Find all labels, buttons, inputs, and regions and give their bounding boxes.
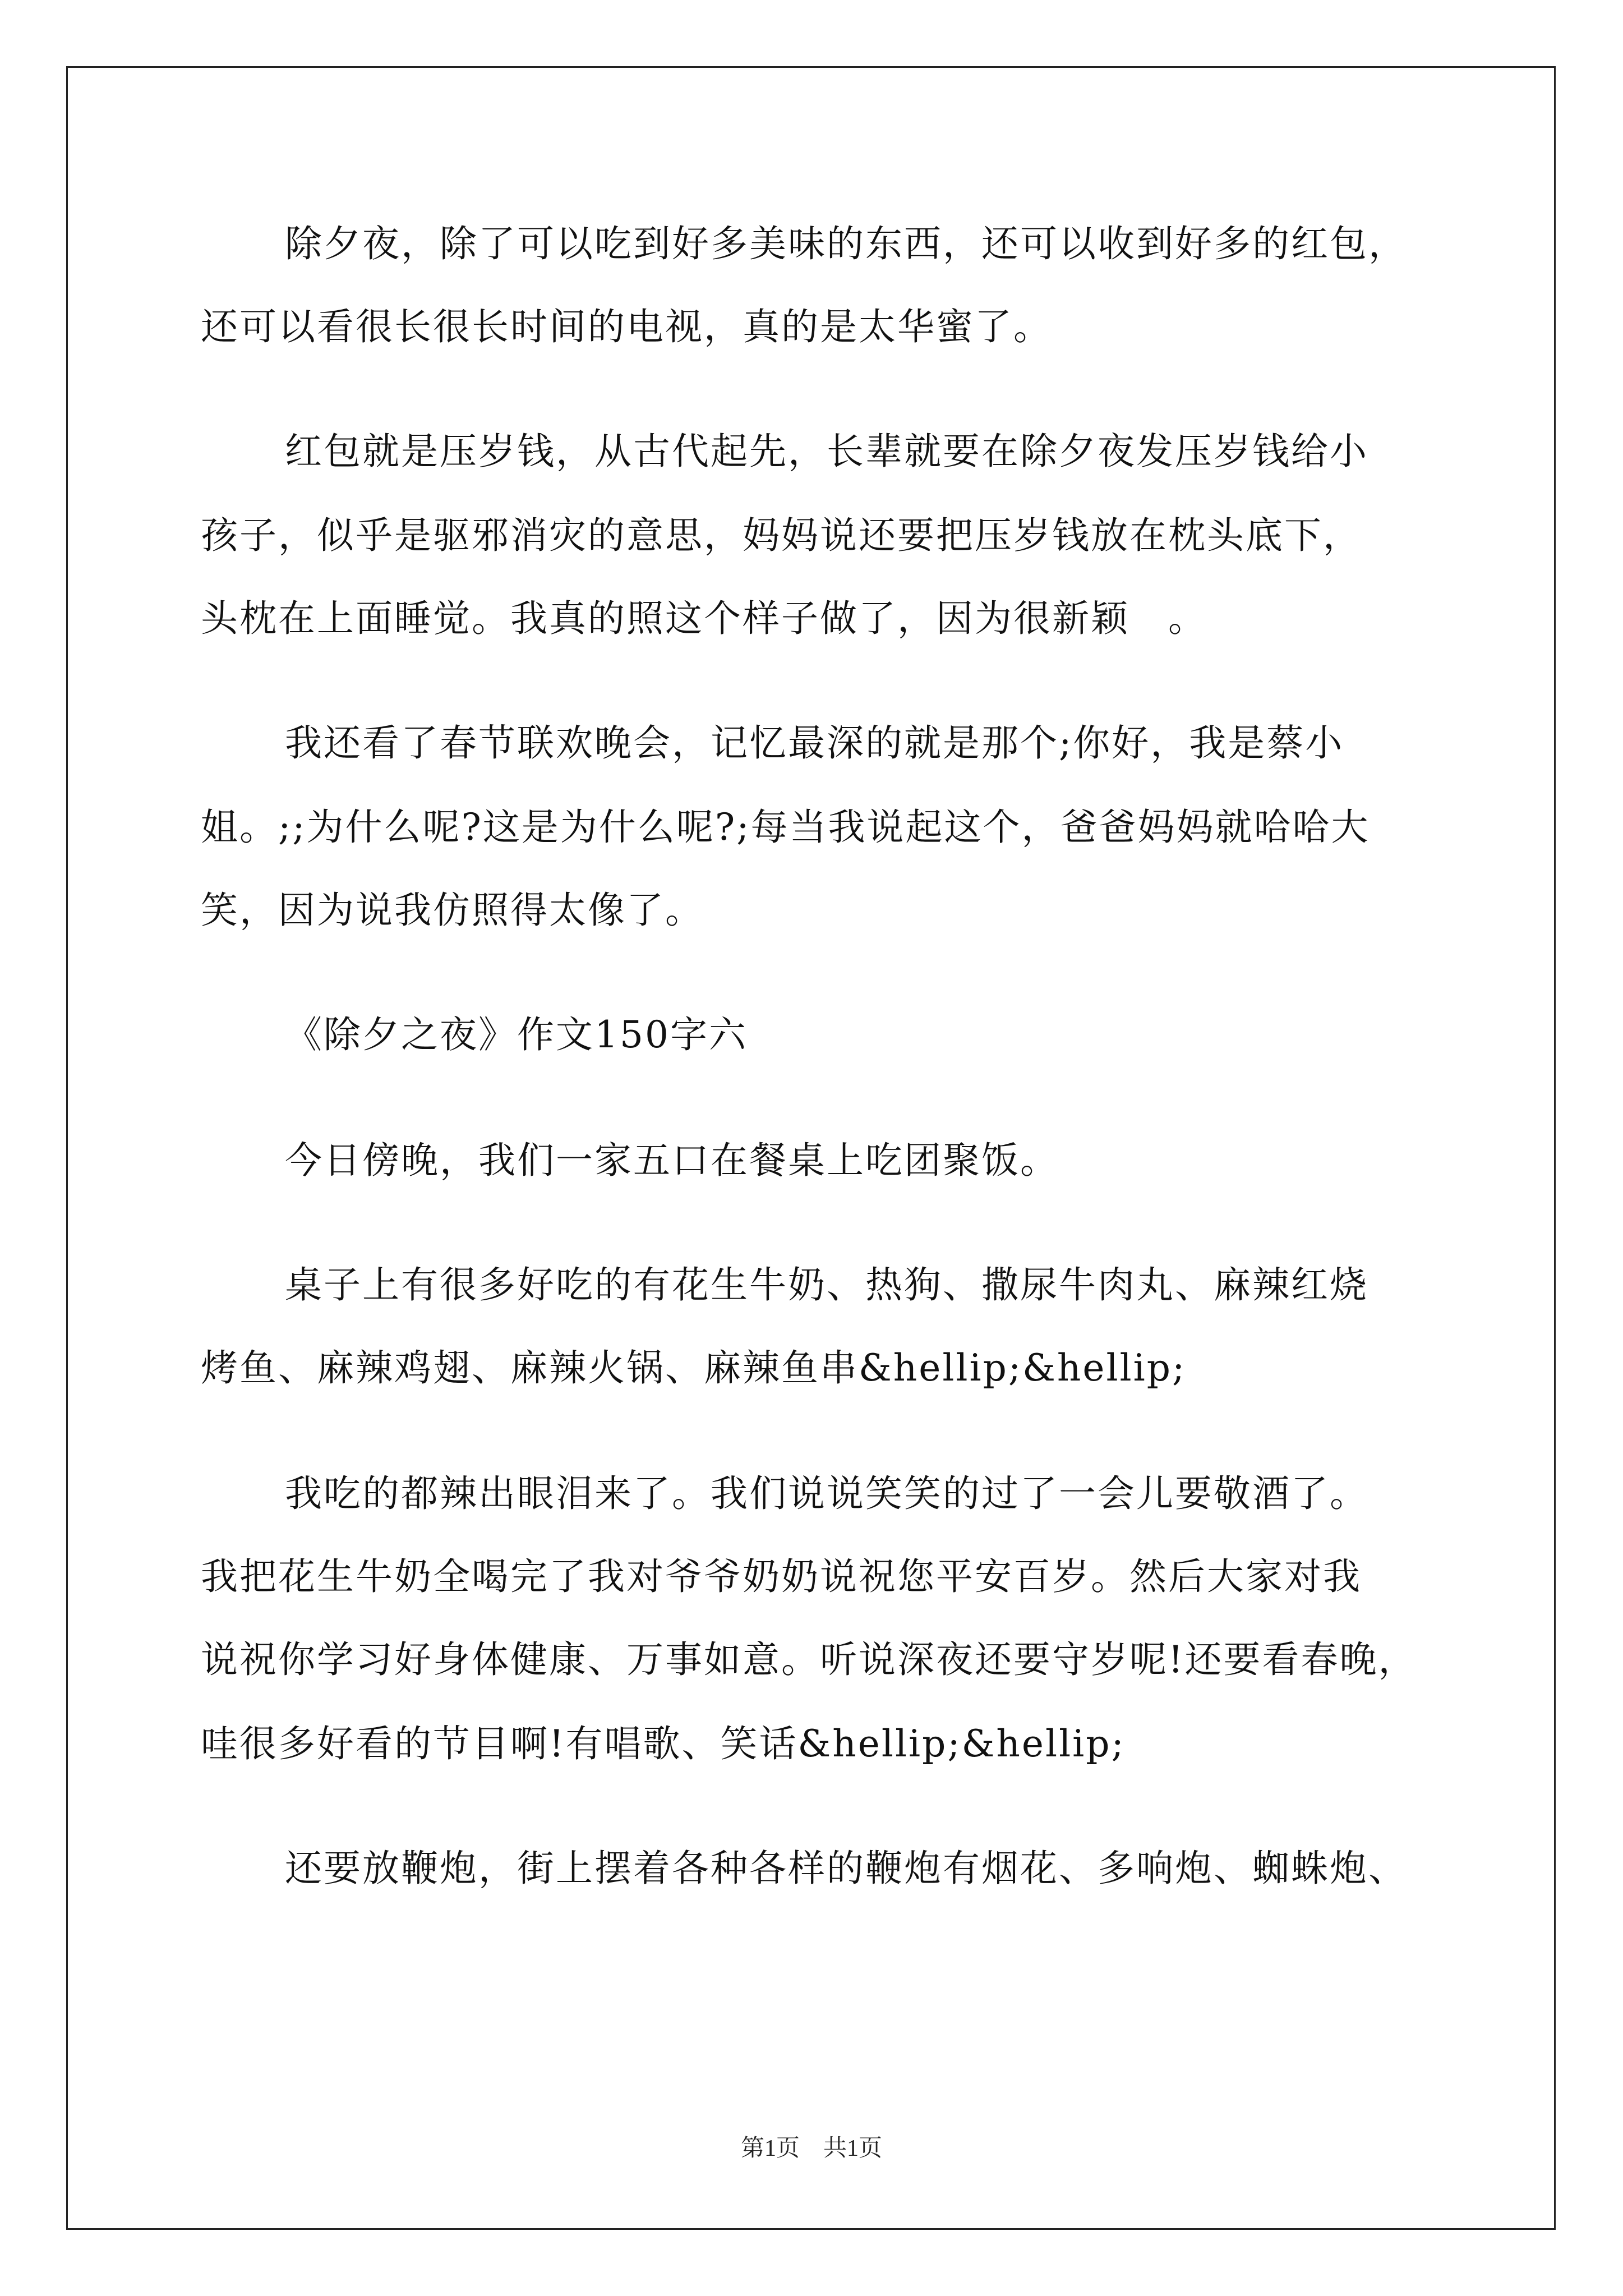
text-line: 我还看了春节联欢晚会，记忆最深的就是那个;你好，我是蔡小 (285, 721, 1344, 765)
text-line: 姐。;;为什么呢?这是为什么呢?;每当我说起这个，爸爸妈妈就哈哈大 (201, 806, 1370, 849)
text-line: 除夕夜，除了可以吃到好多美味的东西，还可以收到好多的红包， (285, 222, 1407, 265)
text-line: 哇很多好看的节目啊!有唱歌、笑话&hellip;&hellip; (201, 1722, 1126, 1765)
section-heading: 《除夕之夜》作文150字六 (285, 1013, 748, 1056)
text-line: 说祝你学习好身体健康、万事如意。听说深夜还要守岁呢!还要看春晚， (201, 1638, 1417, 1681)
text-line: 孩子，似乎是驱邪消灾的意思，妈妈说还要把压岁钱放在枕头底下， (201, 514, 1362, 557)
text-line: 烤鱼、麻辣鸡翅、麻辣火锅、麻辣鱼串&hellip;&hellip; (201, 1346, 1187, 1389)
page-footer: 第1页 共1页 (740, 2136, 882, 2161)
text-line: 头枕在上面睡觉。我真的照这个样子做了，因为很新颖 。 (201, 597, 1207, 640)
text-line: 还要放鞭炮，街上摆着各种各样的鞭炮有烟花、多响炮、蜘蛛炮、 (285, 1847, 1407, 1890)
text-line: 我把花生牛奶全喝完了我对爷爷奶奶说祝您平安百岁。然后大家对我 (201, 1555, 1362, 1598)
text-line: 还可以看很长很长时间的电视，真的是太华蜜了。 (201, 305, 1052, 348)
text-line: 我吃的都辣出眼泪来了。我们说说笑笑的过了一会儿要敬酒了。 (285, 1472, 1368, 1515)
text-line: 今日傍晚，我们一家五口在餐桌上吃团聚饭。 (285, 1139, 1059, 1182)
text-line: 红包就是压岁钱，从古代起先，长辈就要在除夕夜发压岁钱给小 (285, 430, 1368, 473)
text-line: 桌子上有很多好吃的有花生牛奶、热狗、撒尿牛肉丸、麻辣红烧 (285, 1263, 1368, 1306)
text-line: 笑，因为说我仿照得太像了。 (201, 889, 704, 932)
